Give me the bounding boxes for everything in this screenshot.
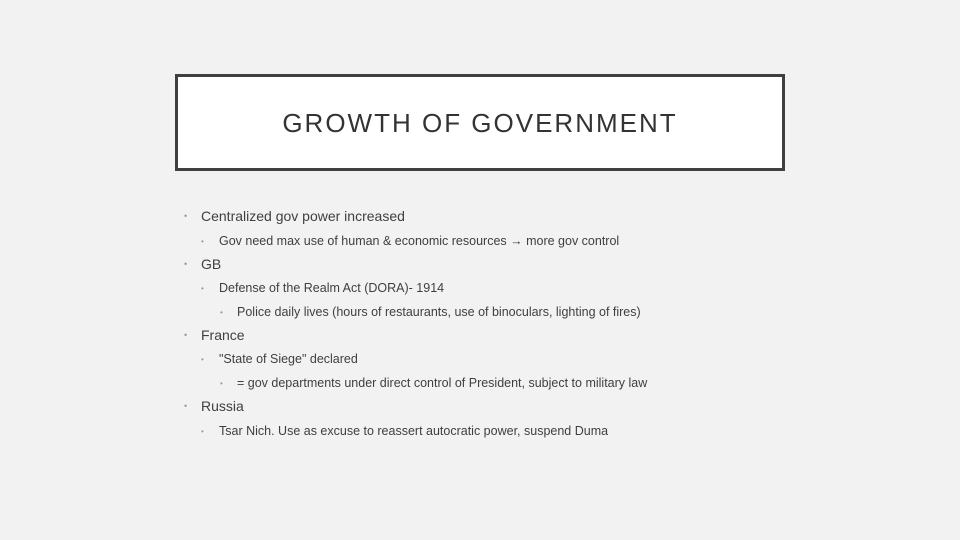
list-item-text: France xyxy=(201,327,245,343)
list-item xyxy=(220,376,647,390)
list-item-text: Russia xyxy=(201,398,244,414)
bullet-icon: • xyxy=(201,236,204,246)
bullet-icon: • xyxy=(184,211,188,221)
list-item xyxy=(201,234,619,248)
list-item-text: = gov departments under direct control of President, subject to military law xyxy=(237,376,648,390)
list-item xyxy=(201,352,358,366)
list-item-text: Gov need max use of human & economic resources → more gov control xyxy=(219,234,620,248)
list-item-text: "State of Siege" declared xyxy=(219,352,358,366)
bullet-icon: • xyxy=(184,259,188,269)
bullet-icon: • xyxy=(184,401,188,411)
bullet-icon: • xyxy=(201,283,204,293)
list-item xyxy=(184,208,405,224)
list-item xyxy=(184,256,221,272)
bullet-icon: • xyxy=(220,307,223,317)
slide-title: GROWTH OF GOVERNMENT xyxy=(282,108,678,138)
list-item xyxy=(184,398,244,414)
list-item-text: Defense of the Realm Act (DORA)- 1914 xyxy=(219,281,445,295)
list-item xyxy=(201,281,444,295)
list-item xyxy=(201,424,608,438)
list-item xyxy=(220,305,641,319)
bullet-icon: • xyxy=(201,426,204,436)
bullet-icon: • xyxy=(201,354,204,364)
list-item xyxy=(184,327,245,343)
bullet-icon: • xyxy=(184,330,188,340)
list-item-text: Police daily lives (hours of restaurants, use of binoculars, lighting of fires) xyxy=(237,305,641,319)
list-item-text: GB xyxy=(201,256,222,272)
list-item-text: Tsar Nich. Use as excuse to reassert autocratic power, suspend Duma xyxy=(219,424,609,438)
bullet-icon: • xyxy=(220,378,223,388)
list-item-text: Centralized gov power increased xyxy=(201,208,405,224)
